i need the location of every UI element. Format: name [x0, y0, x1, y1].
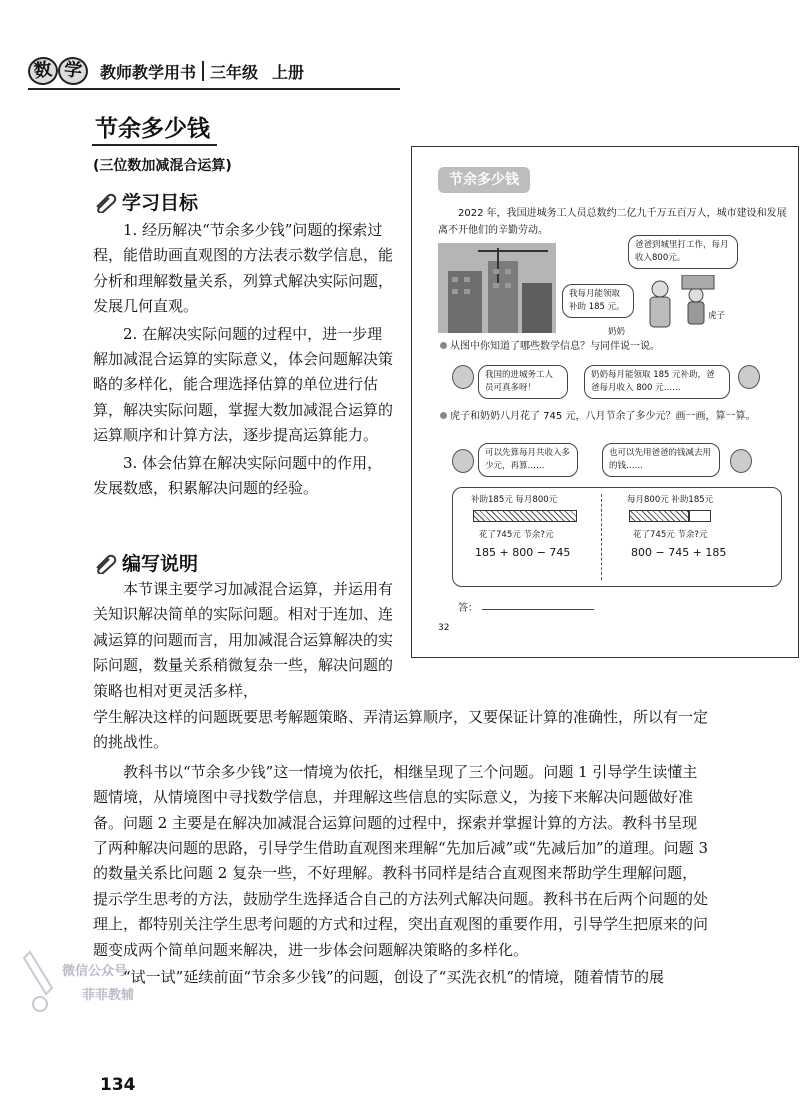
watermark-line-2: 菲菲教辅 [82, 988, 135, 1003]
notes-full-text [93, 705, 709, 990]
notes-heading [93, 549, 198, 576]
watermark [22, 948, 142, 1028]
speech-bubble: 我国的进城务工人员可真多呀！ [478, 365, 568, 399]
grandma-label: 奶奶 [608, 327, 626, 337]
drawing-divider [601, 494, 602, 580]
inset-page-number: 32 [438, 623, 450, 633]
speech-bubble: 奶奶每月能领取 185 元补助，爸爸每月收入 800 元…… [584, 365, 730, 399]
handwriting: 每月800元 补助185元 [627, 495, 714, 505]
bar-diagram [473, 510, 577, 522]
watermark-line-1: 微信公众号 [62, 964, 128, 979]
family-illustration-icon [638, 275, 718, 337]
question-2 [440, 409, 790, 425]
bar-diagram [629, 510, 689, 522]
page-header [28, 56, 304, 86]
question-text: 虎子和奶奶八月花了 745 元，八月节余了多少元？画一画，算一算。 [450, 411, 756, 422]
bar-diagram [689, 510, 711, 522]
page-number: 134 [100, 1075, 136, 1095]
goals-heading [93, 188, 198, 215]
speech-bubble: 爸爸到城里打工作，每月收入800元。 [628, 235, 738, 269]
bullet-icon [440, 412, 447, 419]
textbook-page-image [411, 146, 799, 658]
math-logo [28, 56, 96, 86]
speech-bubble: 可以先算每月共收入多少元，再算…… [478, 443, 578, 477]
speech-bubble: 我每月能领取补助 185 元。 [562, 284, 634, 318]
student-drawing-box [452, 487, 782, 587]
logo-char: 数 [26, 55, 60, 87]
header-divider [202, 61, 204, 81]
grade-label: 三年级 [210, 62, 259, 82]
notes-paragraph: 本节课主要学习加减混合运算，并运用有关知识解决简单的实际问题。相对于连加、连减运算的问题而言，用加减混合运算解决的实际问题，数量关系稍微复杂一些，解决问题的策略也相对更灵活多样， [93, 580, 394, 700]
building-icon [438, 243, 556, 333]
child-face-icon [730, 449, 752, 473]
goal-item: 1. 经历解决“节余多少钱”问题的探索过程，能借助画直观图的方法表示数学信息，能分析和理解数量关系，列算式解决实际问题，发展几何直观。 [93, 221, 394, 316]
child-face-icon [738, 365, 760, 389]
notes-narrow-text [93, 577, 393, 704]
book-title: 教师教学用书 [100, 62, 197, 82]
notes-paragraph: “试一试”延续前面“节余多少钱”的问题，创设了“买洗衣机”的情境，随着情节的展 [123, 968, 665, 987]
paperclip-icon [93, 191, 119, 213]
speech-bubble: 也可以先用爸爸的钱减去用的钱…… [602, 443, 720, 477]
watermark-pencil-icon [22, 948, 62, 1018]
bullet-icon [440, 342, 447, 349]
city-construction-photo [438, 243, 556, 333]
child-face-icon [452, 449, 474, 473]
huzi-label: 虎子 [708, 311, 726, 321]
question-1 [440, 339, 790, 355]
answer-label: 答： [458, 603, 478, 614]
goals-list [93, 218, 393, 503]
handwriting-formula: 185 + 800 − 745 [475, 546, 571, 559]
logo-char: 学 [57, 56, 90, 87]
handwriting: 花了745元 节余?元 [633, 530, 708, 540]
answer-blank [482, 609, 594, 610]
notes-paragraph: 学生解决这样的问题既要思考解题策略、弄清运算顺序，又要保证计算的准确性，所以有一定的挑战性。 [93, 708, 709, 752]
goals-heading-text: 学习目标 [122, 192, 199, 214]
lesson-title: 节余多少钱 [95, 116, 210, 142]
goal-item: 2. 在解决实际问题的过程中，进一步理解加减混合运算的实际意义，体会问题解决策略的多样化，能合理选择估算的单位进行估算，解决实际问题，掌握大数加减混合运算的运算顺序和计算方法，逐步提高运算能力。 [93, 324, 394, 445]
child-face-icon [452, 365, 474, 389]
lesson-subtitle: (三位数加减混合运算) [93, 158, 232, 174]
notes-paragraph: 教科书以“节余多少钱”这一情境为依托，相继呈现了三个问题。问题 1 引导学生读懂主题情境，从情境图中寻找数学信息，并理解这些信息的实际意义，为接下来解决问题做好准备。问题 2 主要是在解决加减混合运算问题的过程中，探索并掌握计算的方法。教科书呈现了两种解决问题的思路，引导学生借助直观图来理解“先加后减”或“先减后加”的道理。问题 3 的数量关系比问题 2 复杂一些，不好理解。教科书同样是结合直观图来帮助学生理解问题，提示学生思考的方法，鼓励学生选择适合自己的方法列式解决问题。教科书在后两个问题的处理上，都特别关注学生思考问题的方式和过程，突出直观图的重要作用，引导学生把原来的问题变成两个简单问题来解决，进一步体会问题解决策略的多样化。 [93, 762, 709, 959]
title-underline [92, 144, 217, 146]
notes-heading-text: 编写说明 [122, 553, 199, 575]
handwriting: 花了745元 节余?元 [479, 530, 554, 540]
handwriting: 补助185元 每月800元 [471, 495, 558, 505]
paperclip-icon [93, 552, 119, 574]
goal-item: 3. 体会估算在解决实际问题中的作用，发展数感，积累解决问题的经验。 [93, 453, 383, 498]
header-rule [28, 88, 400, 90]
volume-label: 上册 [272, 62, 305, 82]
inset-intro: 2022 年，我国进城务工人员总数约二亿九千万五百万人，城市建设和发展离不开他们的辛勤劳动。 [438, 208, 787, 236]
handwriting-formula: 800 − 745 + 185 [631, 546, 727, 559]
inset-title: 节余多少钱 [438, 167, 530, 193]
question-text: 从图中你知道了哪些数学信息？与同伴说一说。 [450, 341, 660, 352]
